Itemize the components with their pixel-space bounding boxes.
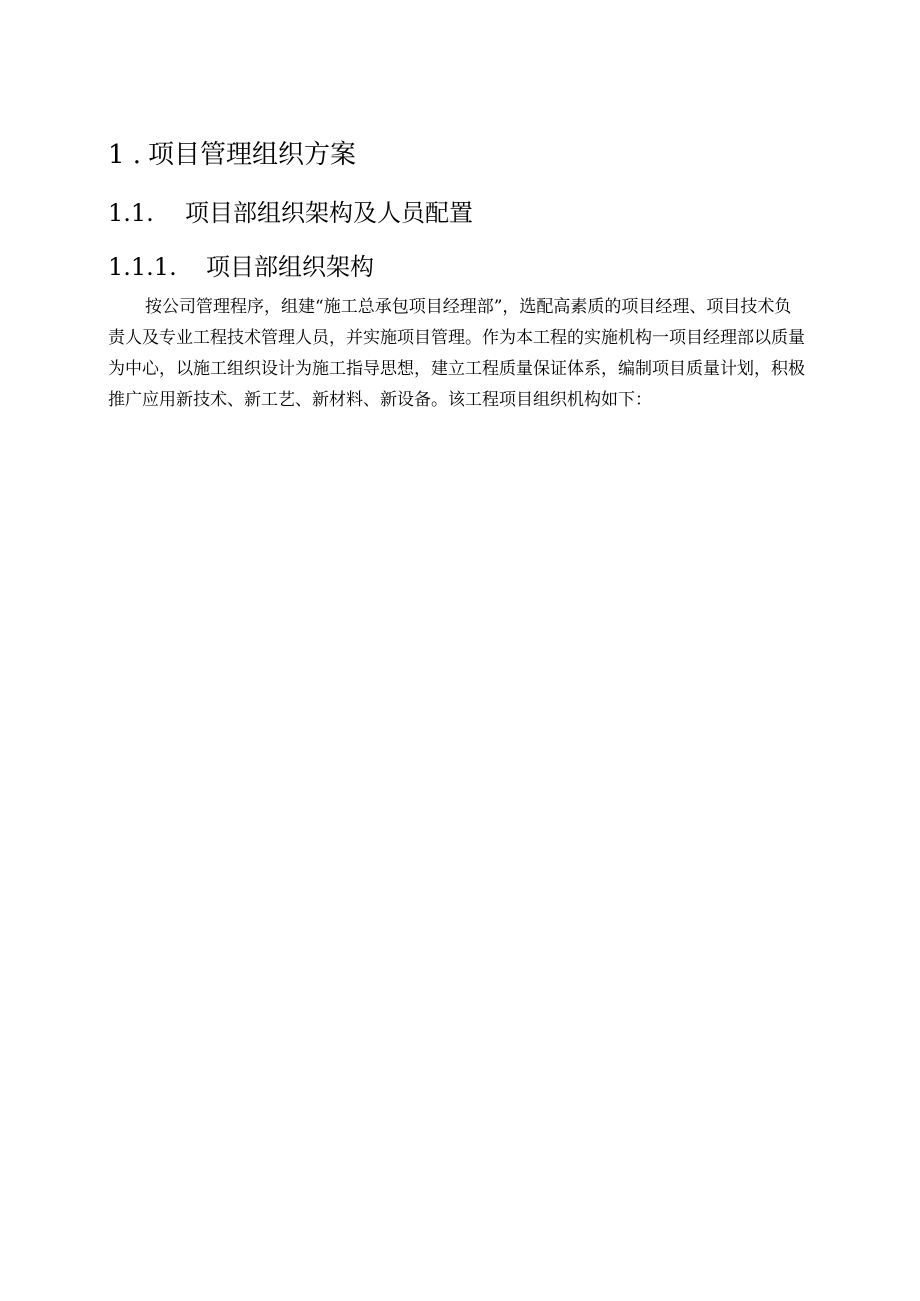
body-paragraph	[108, 292, 808, 416]
paragraph-line: 按公司管理程序，组建“施工总承包项目经理部”，选配高素质的项目经理、项目技术负	[145, 297, 792, 317]
heading-3-number: 1.1.1.	[108, 253, 177, 281]
heading-1-number: 1 .	[108, 140, 142, 170]
heading-level-3	[108, 250, 374, 284]
heading-3-title: 项目部组织架构	[206, 253, 374, 281]
paragraph-line: 责人及专业工程技术管理人员，并实施项目管理。作为本工程的实施机构一项目经理部以质量	[108, 328, 805, 348]
paragraph-line: 为中心，以施工组织设计为施工指导思想，建立工程质量保证体系，编制项目质量计划，积极	[108, 359, 805, 379]
heading-2-number: 1.1.	[108, 199, 154, 227]
heading-level-1	[108, 137, 356, 173]
heading-2-title: 项目部组织架构及人员配置	[185, 199, 473, 227]
heading-1-title: 项目管理组织方案	[148, 140, 357, 170]
paragraph-line: 推广应用新技术、新工艺、新材料、新设备。该工程项目组织机构如下：	[108, 390, 652, 410]
heading-level-2	[108, 196, 473, 230]
